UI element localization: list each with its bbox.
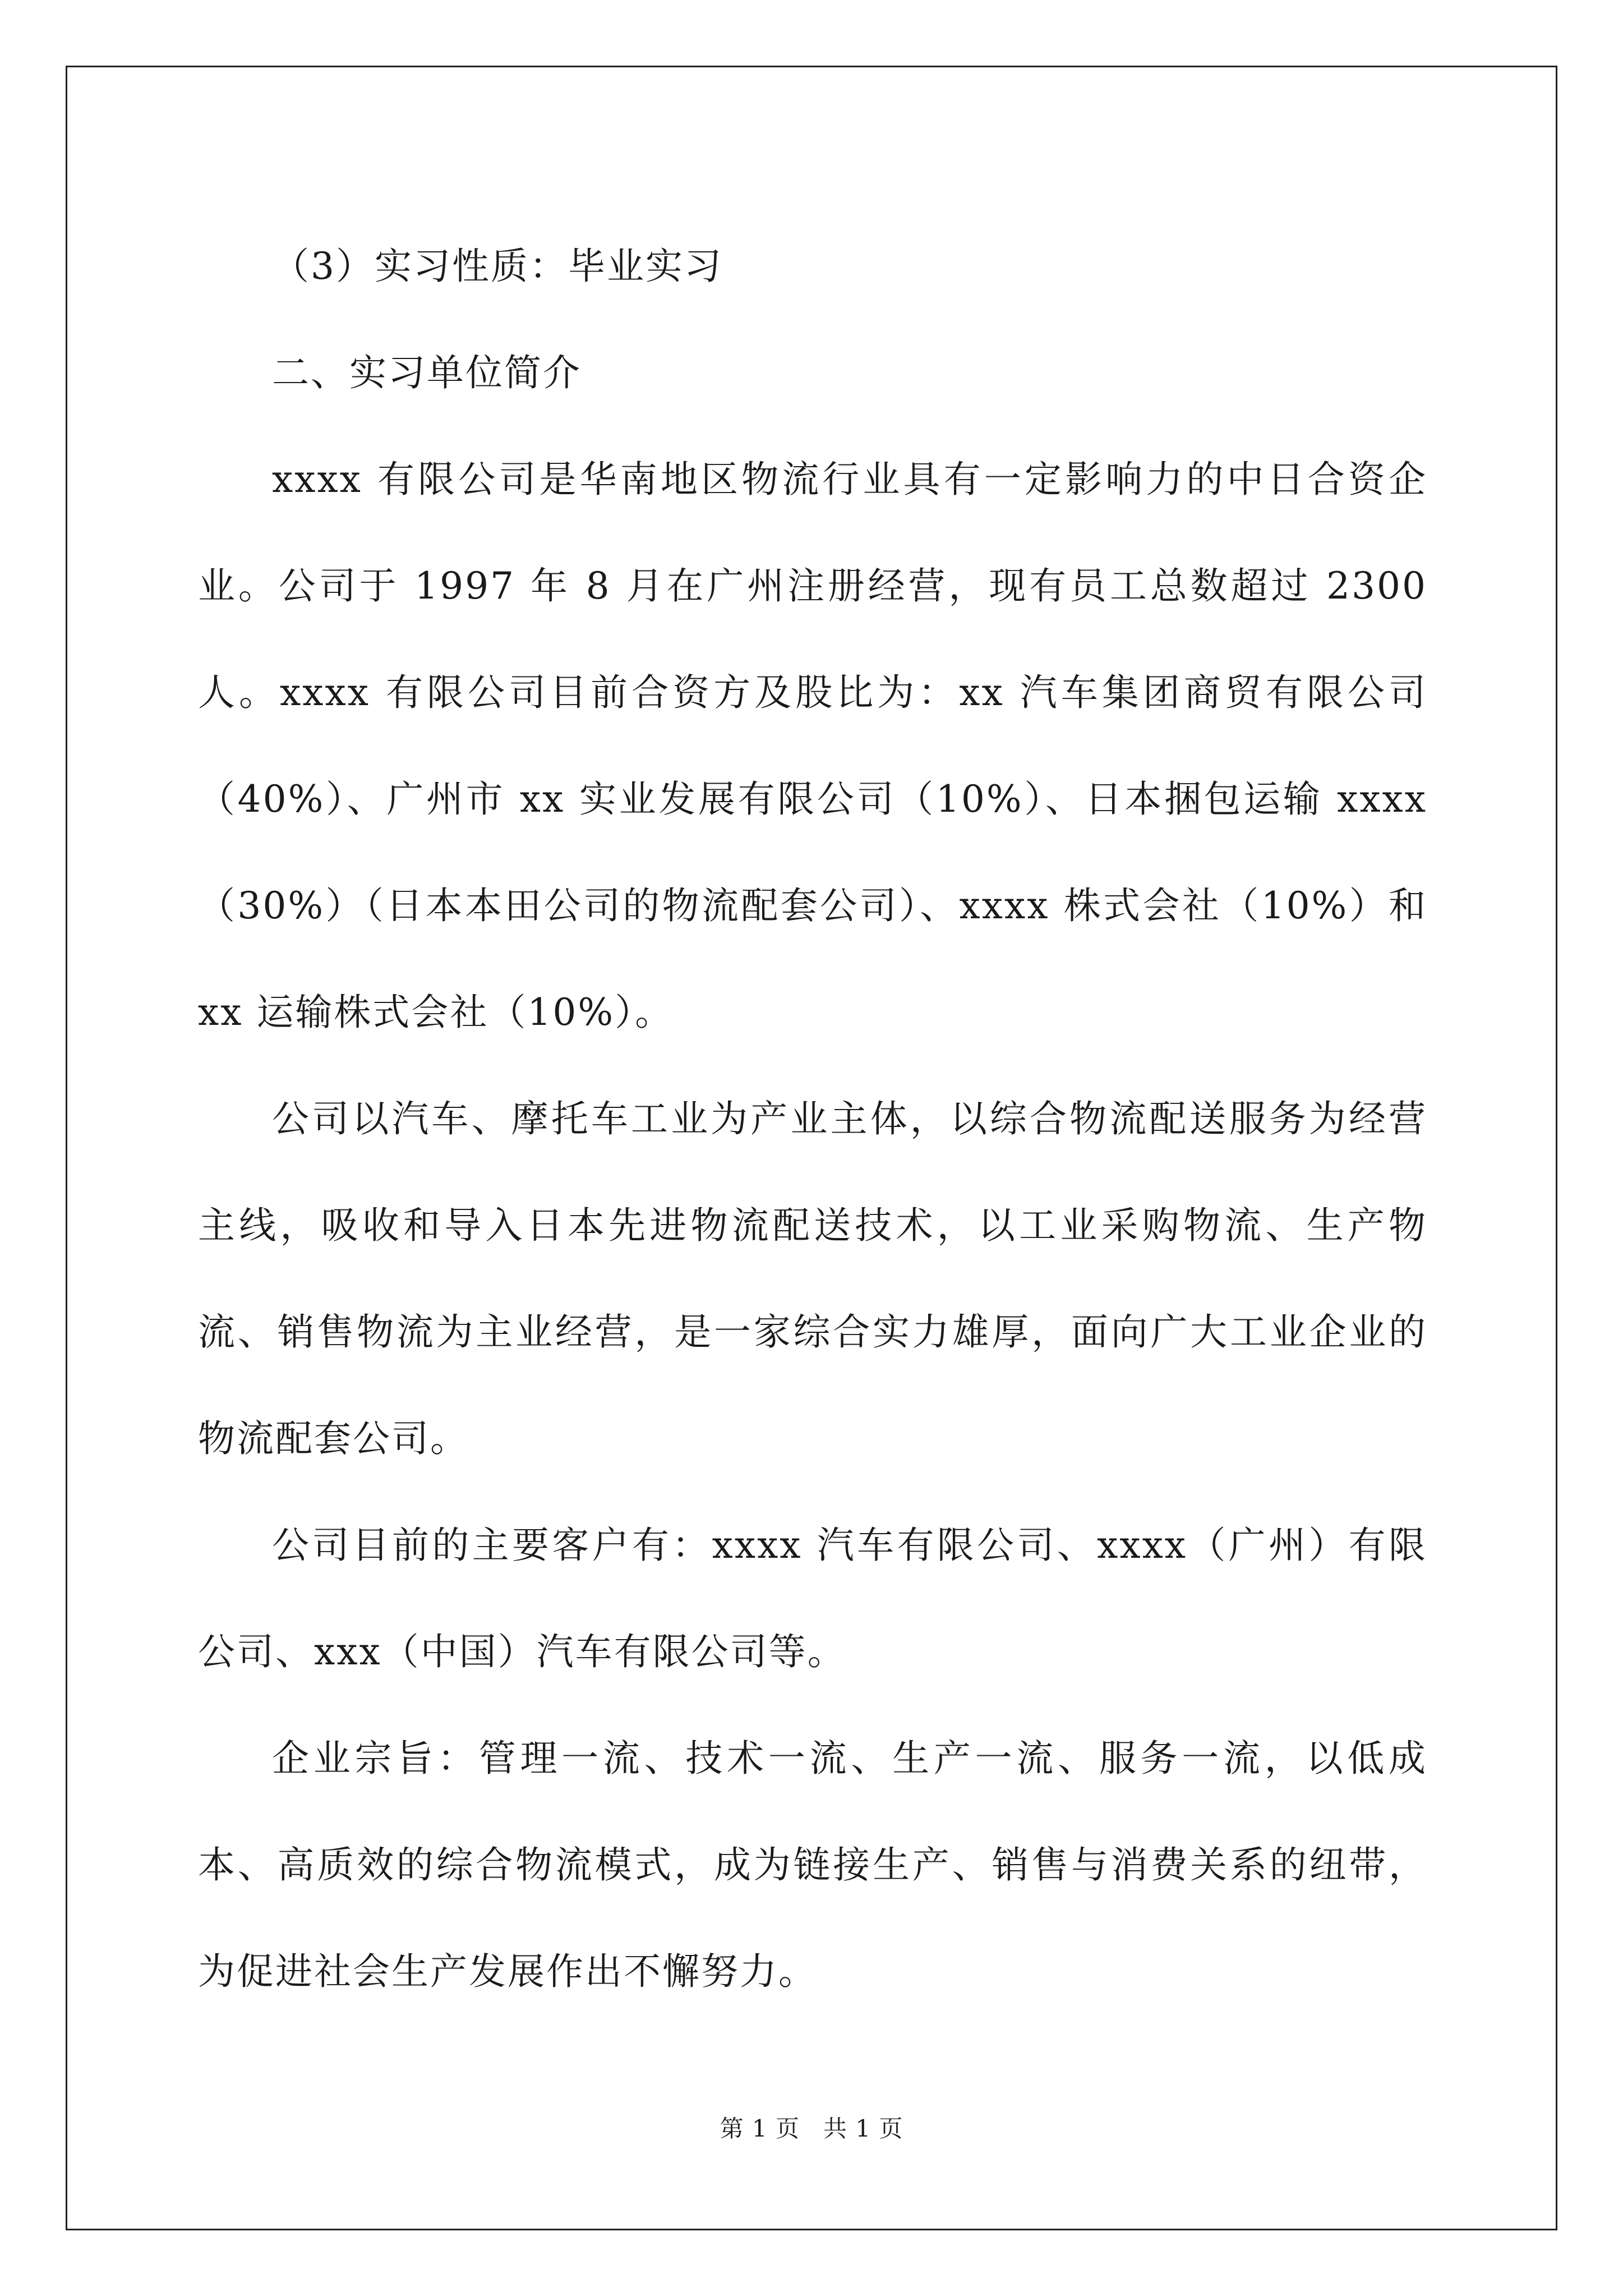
paragraph-company-mission: 企业宗旨：管理一流、技术一流、生产一流、服务一流，以低成本、高质效的综合物流模式，成为链接生产、销售与消费关系的纽带，为促进社会生产发展作出不懈努力。: [198, 1737, 1427, 1993]
paragraph-main-clients: 公司目前的主要客户有：xxxx 汽车有限公司、xxxx（广州）有限公司、xxx（中国）汽车有限公司等。: [198, 1524, 1427, 1673]
paragraph-internship-nature: （3）实习性质：毕业实习: [272, 245, 723, 288]
page-footer: [0, 2112, 1623, 2146]
page-number-current: 第 1 页: [720, 2115, 800, 2142]
document-body: [198, 213, 1427, 2025]
paragraph-company-overview: xxxx 有限公司是华南地区物流行业具有一定影响力的中日合资企业。公司于 1997 年 8 月在广州注册经营，现有员工总数超过 2300 人。xxxx 有限公司目前合资方及股比为：xx 汽车集团商贸有限公司（40%）、广州市 xx 实业发展有限公司（10%）、日本捆包运输 xxxx（30%）（日本本田公司的物流配套公司）、xxxx 株式会社（10%）和 xx 运输株式会社（10%）。: [198, 458, 1427, 1034]
section-heading-company-intro: 二、实习单位简介: [272, 351, 582, 394]
page-number-total: 共 1 页: [823, 2115, 903, 2142]
paragraph-business-scope: 公司以汽车、摩托车工业为产业主体，以综合物流配送服务为经营主线，吸收和导入日本先进物流配送技术，以工业采购物流、生产物流、销售物流为主业经营，是一家综合实力雄厚，面向广大工业企业的物流配套公司。: [198, 1097, 1427, 1460]
